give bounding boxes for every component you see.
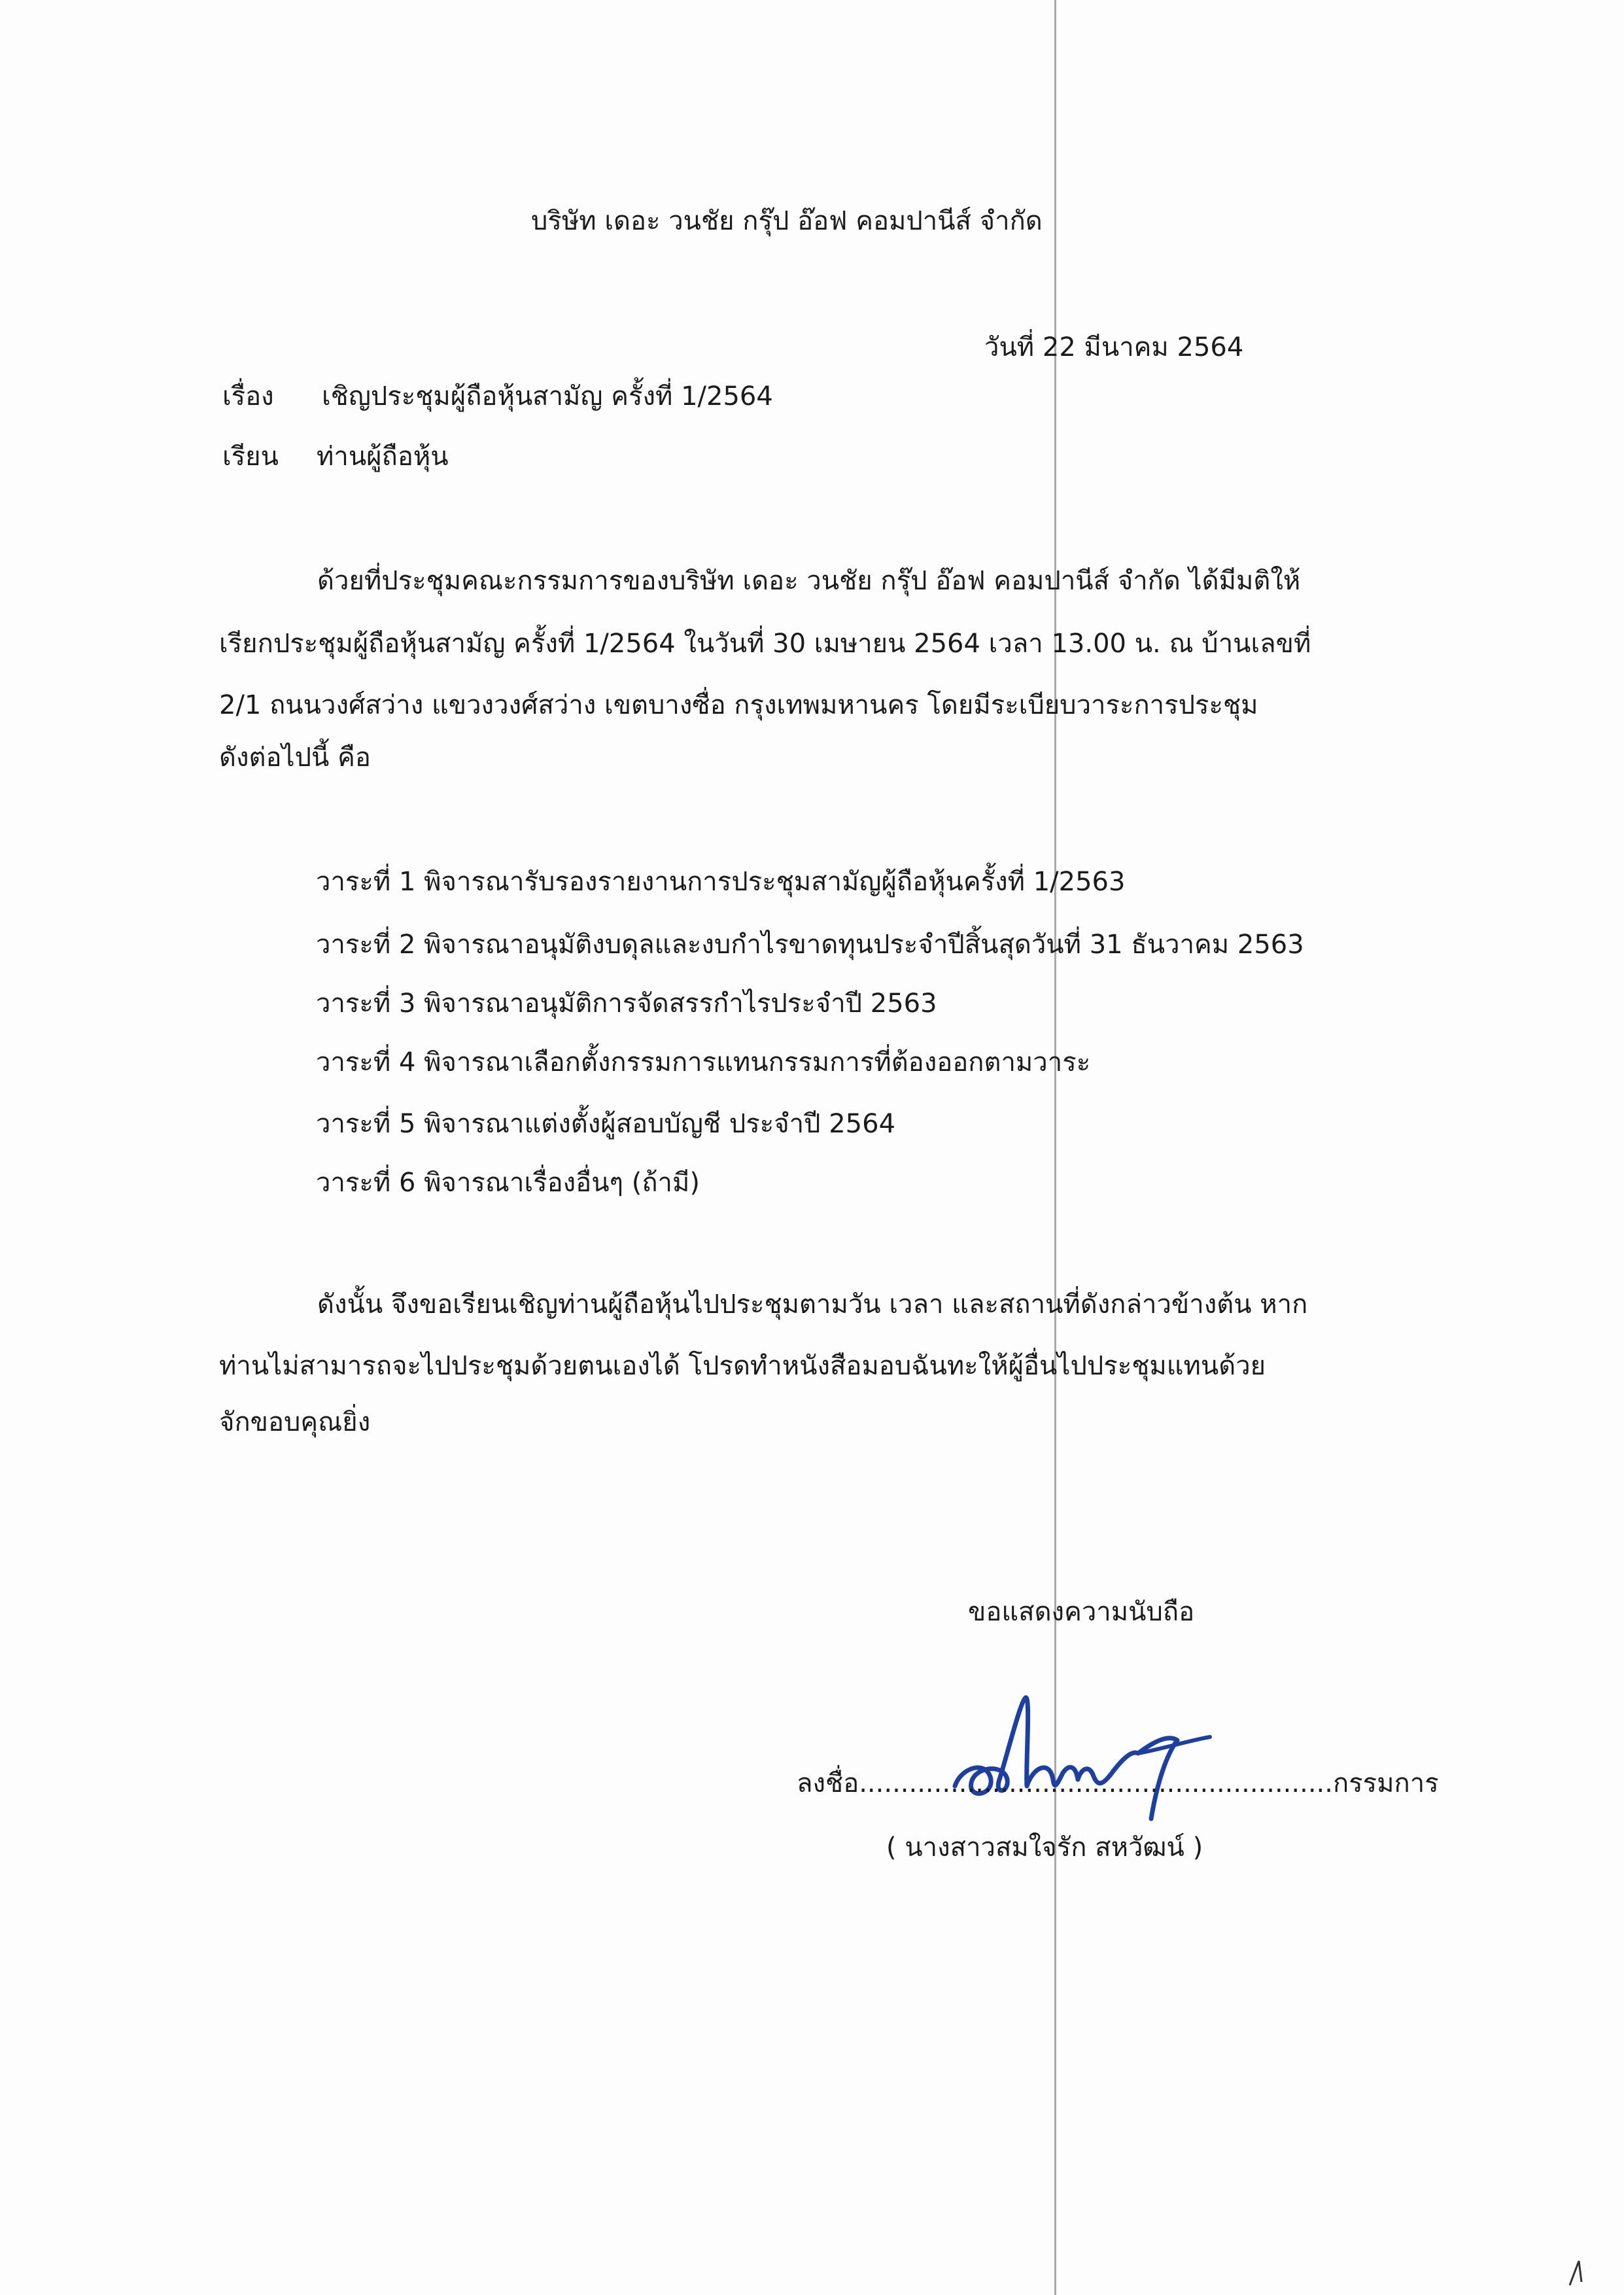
subject-value: เชิญประชุมผู้ถือหุ้นสามัญ ครั้งที่ 1/2564 — [322, 381, 773, 412]
closing-paragraph-line: จักขอบคุณยิ่ง — [219, 1407, 371, 1437]
letter-date: วันที่ 22 มีนาคม 2564 — [984, 332, 1244, 362]
intro-paragraph-line: 2/1 ถนนวงศ์สว่าง แขวงวงศ์สว่าง เขตบางซื่อ กรุงเทพมหานคร โดยมีระเบียบวาระการประชุม — [219, 690, 1258, 720]
signature-line: ลงชื่อ.........................................................กรรมการ — [797, 1768, 1439, 1798]
closing-salutation: ขอแสดงความนับถือ — [968, 1597, 1195, 1627]
company-title: บริษัท เดอะ วนชัย กรุ๊ป อ๊อฟ คอมปานีส์ จำกัด — [531, 206, 1043, 236]
recipient-label: เรียน — [222, 442, 279, 472]
recipient-value: ท่านผู้ถือหุ้น — [317, 442, 449, 472]
closing-paragraph-line: ท่านไม่สามารถจะไปประชุมด้วยตนเองได้ โปรดทำหนังสือมอบฉันทะให้ผู้อื่นไปประชุมแทนด้วย — [219, 1351, 1266, 1381]
closing-paragraph-line: ดังนั้น จึงขอเรียนเชิญท่านผู้ถือหุ้นไปประชุมตามวัน เวลา และสถานที่ดังกล่าวข้างต้น หาก — [317, 1289, 1308, 1320]
handwritten-signature — [942, 1688, 1230, 1832]
agenda-item-2: วาระที่ 2 พิจารณาอนุมัติงบดุลและงบกำไรขาดทุนประจำปีสิ้นสุดวันที่ 31 ธันวาคม 2563 — [316, 930, 1304, 960]
signatory-name: ( นางสาวสมใจรัก สหวัฒน์ ) — [886, 1832, 1203, 1863]
agenda-item-6: วาระที่ 6 พิจารณาเรื่องอื่นๆ (ถ้ามี) — [316, 1168, 700, 1198]
agenda-item-3: วาระที่ 3 พิจารณาอนุมัติการจัดสรรกำไรประจำปี 2563 — [316, 989, 937, 1019]
intro-paragraph-line: เรียกประชุมผู้ถือหุ้นสามัญ ครั้งที่ 1/2564 ในวันที่ 30 เมษายน 2564 เวลา 13.00 น. ณ บ้านเลขที่ — [219, 629, 1311, 659]
intro-paragraph-line: ด้วยที่ประชุมคณะกรรมการของบริษัท เดอะ วนชัย กรุ๊ป อ๊อฟ คอมปานีส์ จำกัด ได้มีมติให้ — [317, 566, 1301, 596]
scan-mark — [1564, 2256, 1591, 2288]
agenda-item-4: วาระที่ 4 พิจารณาเลือกตั้งกรรมการแทนกรรมการที่ต้องออกตามวาระ — [316, 1047, 1091, 1077]
intro-paragraph-line: ดังต่อไปนี้ คือ — [219, 743, 371, 773]
agenda-item-1: วาระที่ 1 พิจารณารับรองรายงานการประชุมสามัญผู้ถือหุ้นครั้งที่ 1/2563 — [316, 867, 1126, 897]
subject-label: เรื่อง — [222, 381, 274, 412]
agenda-item-5: วาระที่ 5 พิจารณาแต่งตั้งผู้สอบบัญชี ประจำปี 2564 — [316, 1109, 896, 1139]
